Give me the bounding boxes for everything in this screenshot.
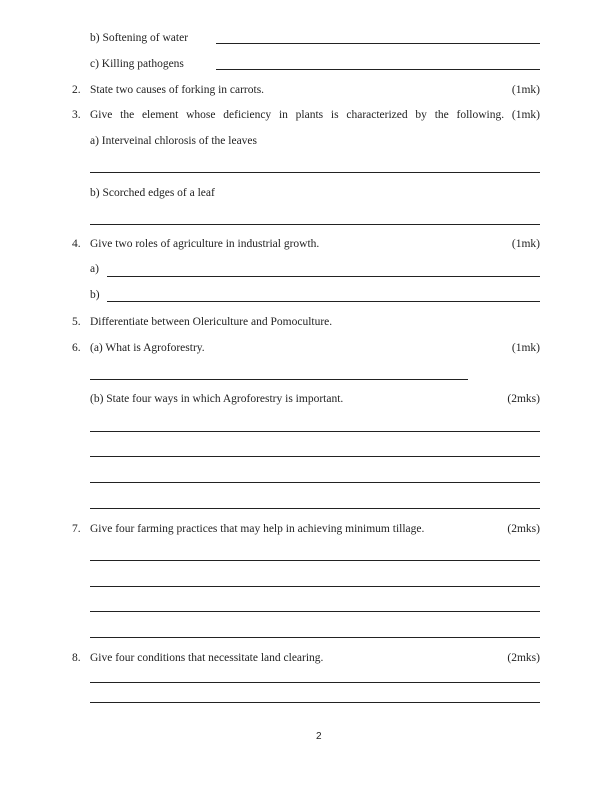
q8-marks: (2mks) — [507, 652, 540, 664]
answer-line[interactable] — [90, 482, 540, 483]
q3-b-label: b) Scorched edges of a leaf — [90, 187, 215, 199]
page-number: 2 — [316, 731, 322, 742]
q6-a-marks: (1mk) — [511, 342, 540, 354]
q4-b-label: b) — [90, 289, 100, 301]
answer-line[interactable] — [90, 586, 540, 587]
q1-c-label: c) Killing pathogens — [90, 58, 184, 70]
q6-a-text: (a) What is Agroforestry. — [90, 342, 205, 354]
answer-line[interactable] — [90, 637, 540, 638]
answer-line[interactable] — [90, 702, 540, 703]
answer-line[interactable] — [90, 508, 540, 509]
q8-text: Give four conditions that necessitate land clearing. — [90, 652, 324, 664]
q5-number: 5. — [72, 316, 81, 328]
q3-number: 3. — [72, 109, 81, 121]
answer-line[interactable] — [107, 301, 540, 302]
answer-line[interactable] — [90, 172, 540, 173]
answer-line[interactable] — [107, 276, 540, 277]
answer-line[interactable] — [90, 611, 540, 612]
q3-text: Give the element whose deficiency in plants is characterized by the following. (1mk) — [90, 109, 540, 121]
answer-line[interactable] — [90, 431, 540, 432]
q7-text: Give four farming practices that may help in achieving minimum tillage. — [90, 523, 425, 535]
q4-text: Give two roles of agriculture in industrial growth. — [90, 238, 320, 250]
q4-a-label: a) — [90, 263, 99, 275]
q5-text: Differentiate between Olericulture and Pomoculture. — [90, 316, 333, 328]
answer-line[interactable] — [90, 224, 540, 225]
q3-a-label: a) Interveinal chlorosis of the leaves — [90, 135, 258, 147]
q2-marks: (1mk) — [511, 84, 540, 96]
q4-marks: (1mk) — [511, 238, 540, 250]
q7-marks: (2mks) — [507, 523, 540, 535]
q7-number: 7. — [72, 523, 81, 535]
q1-b-label: b) Softening of water — [90, 32, 189, 44]
answer-line[interactable] — [90, 379, 468, 380]
answer-line[interactable] — [90, 682, 540, 683]
answer-line[interactable] — [90, 456, 540, 457]
q2-text: State two causes of forking in carrots. — [90, 84, 265, 96]
q6-b-text: (b) State four ways in which Agroforestry is important. — [90, 393, 344, 405]
q2-number: 2. — [72, 84, 81, 96]
q6-number: 6. — [72, 342, 81, 354]
q8-number: 8. — [72, 652, 81, 664]
answer-line[interactable] — [216, 69, 540, 70]
answer-line[interactable] — [216, 43, 540, 44]
q6-b-marks: (2mks) — [507, 393, 540, 405]
answer-line[interactable] — [90, 560, 540, 561]
q4-number: 4. — [72, 238, 81, 250]
